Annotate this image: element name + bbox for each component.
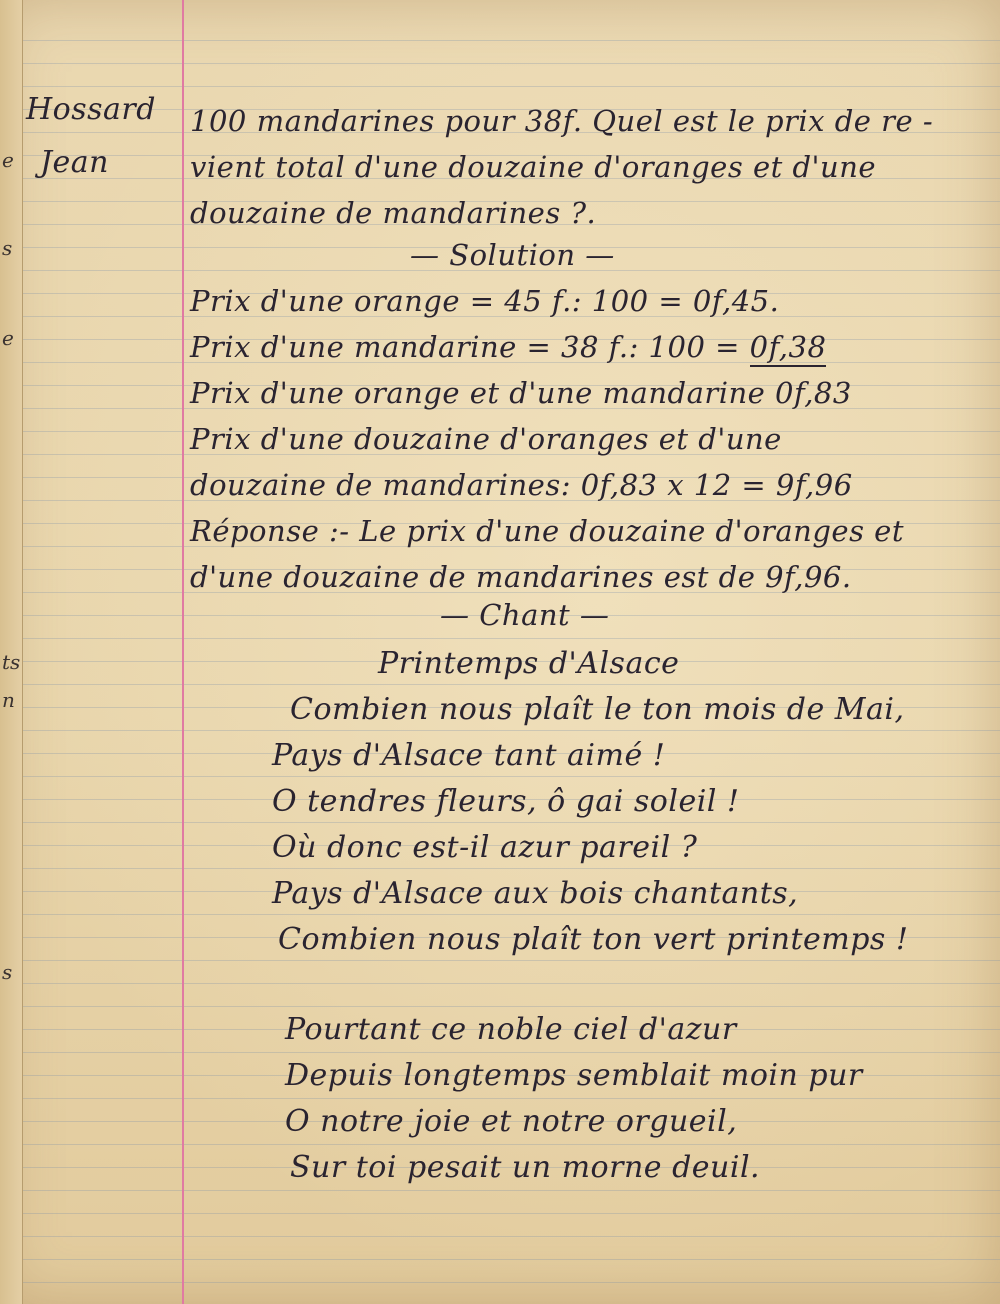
ruled-line — [0, 868, 1000, 869]
ruled-line — [0, 1098, 1000, 1099]
poem-line: Sur toi pesait un morne deuil. — [290, 1150, 761, 1185]
ruled-line — [0, 1236, 1000, 1237]
gutter-mark: s — [2, 236, 13, 260]
poem-line: O tendres fleurs, ô gai soleil ! — [272, 784, 740, 819]
poem-line: Combien nous plaît ton vert printemps ! — [278, 922, 909, 957]
solution-line-text: Prix d'une mandarine = 38 f.: 100 = — [190, 330, 740, 364]
answer-line: d'une douzaine de mandarines est de 9f,96. — [190, 560, 852, 594]
ruled-line — [0, 730, 1000, 731]
ruled-line — [0, 40, 1000, 41]
margin-line — [182, 0, 184, 1304]
poem-line: Pays d'Alsace aux bois chantants, — [272, 876, 799, 911]
ruled-line — [0, 1190, 1000, 1191]
solution-line: Prix d'une orange et d'une mandarine 0f,83 — [190, 376, 852, 410]
ruled-line — [0, 86, 1000, 87]
chant-heading: — Chant — — [440, 598, 610, 632]
ruled-line — [0, 822, 1000, 823]
underlined-result: 0f,38 — [750, 330, 827, 367]
gutter-mark: s — [2, 960, 13, 984]
gutter-mark: e — [2, 326, 14, 350]
ruled-line — [0, 776, 1000, 777]
poem-line: O notre joie et notre orgueil, — [285, 1104, 738, 1139]
ruled-line — [0, 914, 1000, 915]
answer-line: Réponse :- Le prix d'une douzaine d'oranges et — [190, 514, 905, 548]
gutter-mark: e — [2, 148, 14, 172]
problem-line: 100 mandarines pour 38f. Quel est le prix de re - — [190, 104, 934, 138]
poem-line: Pays d'Alsace tant aimé ! — [272, 738, 666, 773]
solution-line: douzaine de mandarines: 0f,83 x 12 = 9f,96 — [190, 468, 853, 502]
ruled-line — [0, 1259, 1000, 1260]
previous-page-edge — [0, 0, 23, 1304]
ruled-line — [0, 1213, 1000, 1214]
student-first-name: Jean — [40, 145, 109, 180]
ruled-line — [0, 1052, 1000, 1053]
ruled-line — [0, 63, 1000, 64]
solution-line: Prix d'une douzaine d'oranges et d'une — [190, 422, 782, 456]
gutter-mark: n — [2, 688, 15, 712]
poem-line: Depuis longtemps semblait moin pur — [285, 1058, 863, 1093]
solution-line: Prix d'une orange = 45 f.: 100 = 0f,45. — [190, 284, 780, 318]
ruled-line — [0, 983, 1000, 984]
poem-line: Où donc est-il azur pareil ? — [272, 830, 698, 865]
poem-line: Combien nous plaît le ton mois de Mai, — [290, 692, 905, 727]
ruled-line — [0, 1282, 1000, 1283]
ruled-line — [0, 1006, 1000, 1007]
ruled-line — [0, 638, 1000, 639]
poem-line: Pourtant ce noble ciel d'azur — [285, 1012, 737, 1047]
song-title: Printemps d'Alsace — [378, 646, 680, 681]
problem-line: douzaine de mandarines ?. — [190, 196, 597, 230]
ruled-line — [0, 960, 1000, 961]
ruled-line — [0, 1144, 1000, 1145]
gutter-mark: ts — [2, 650, 21, 674]
problem-line: vient total d'une douzaine d'oranges et d'une — [190, 150, 877, 184]
solution-line — [190, 330, 826, 364]
ruled-line — [0, 684, 1000, 685]
solution-heading: — Solution — — [410, 238, 615, 272]
student-last-name: Hossard — [26, 92, 156, 127]
